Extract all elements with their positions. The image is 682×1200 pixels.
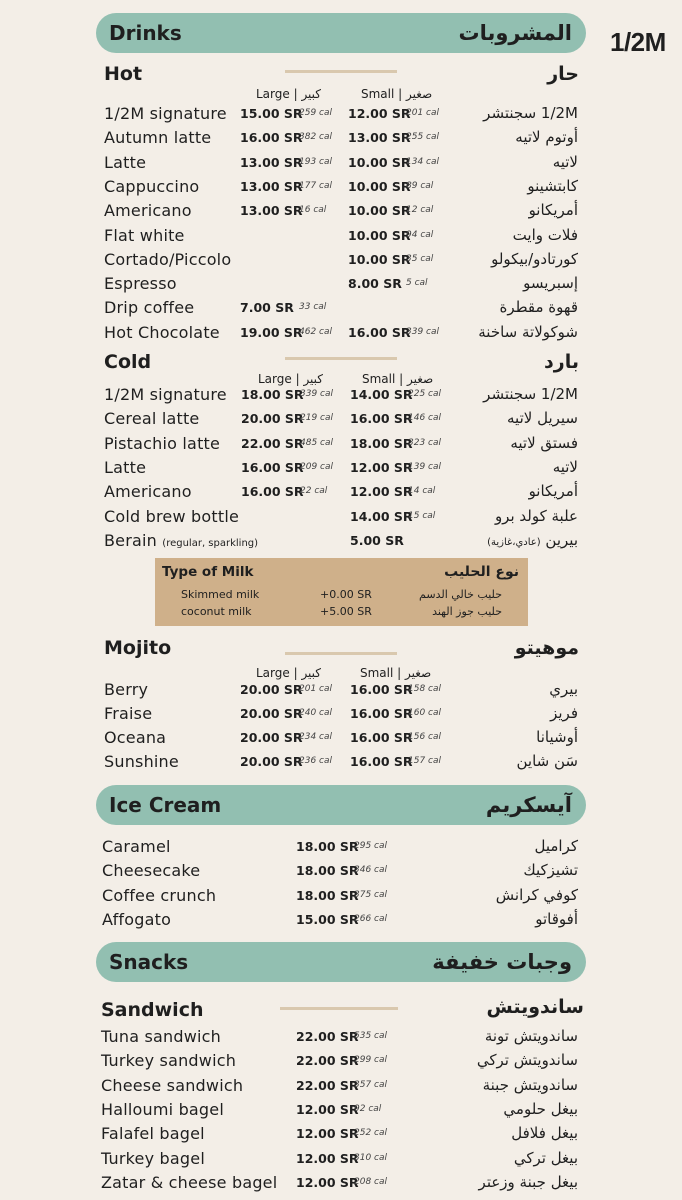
price: 18.00 SR [296, 839, 359, 854]
calories: 266 cal [354, 913, 388, 924]
calories-small: 323 cal [408, 437, 442, 448]
item-name-ar-text: فلات وايت [512, 225, 578, 244]
price-small: 10.00 SR [348, 227, 411, 243]
price-large: 22.00 SR [241, 435, 304, 451]
item-name-ar [527, 177, 578, 195]
price-large: 16.00 SR [241, 484, 304, 500]
menu-item-row [0, 153, 682, 177]
item-name-ar-text: كابتشينو [527, 176, 578, 195]
item-name-ar [529, 201, 578, 219]
calories-large: 236 cal [299, 756, 333, 766]
size-header-small: Small | صغير [360, 666, 432, 680]
menu-item-row [0, 1100, 682, 1124]
item-name-ar-text: 1/2M سجنتشر [483, 104, 578, 122]
item-name-ar: بيغل جبنة وزعتر [478, 1172, 578, 1191]
item-name-en: Falafel bagel [101, 1124, 205, 1144]
item-name-ar [483, 104, 578, 122]
price-small: 8.00 SR [348, 276, 402, 292]
menu-item-row [0, 1173, 682, 1197]
calories: 310 cal [354, 1152, 388, 1163]
item-name-text: 1/2M signature [104, 104, 227, 123]
calories-small: 255 cal [406, 132, 440, 143]
item-name-text: Berain [104, 530, 157, 550]
item-name-ar-text: شوكولاتة ساخنة [478, 322, 578, 341]
milk-option-price: +0.00 SR [320, 588, 372, 601]
item-name-text: Cereal latte [104, 409, 200, 429]
item-name-ar-text: علبة كولد برو [494, 506, 578, 525]
item-name-en [104, 250, 231, 269]
calories: 299 cal [354, 1055, 388, 1066]
item-name-ar [507, 409, 578, 427]
menu-item-row [0, 837, 682, 861]
calories-large: 234 cal [299, 732, 333, 742]
price-large: 13.00 SR [240, 178, 303, 194]
item-name-ar-text: بيري [549, 680, 578, 698]
calories-large: 485 cal [300, 437, 334, 448]
menu-item-row [0, 1124, 682, 1148]
size-header-small: Small | صغير [362, 372, 434, 386]
item-name-ar [495, 507, 578, 525]
section-banner-snacks [96, 942, 586, 982]
calories-small: 139 cal [408, 461, 442, 472]
item-note-ar: (عادي،غازية) [487, 536, 541, 548]
item-name-en [104, 728, 166, 747]
item-name-ar [553, 153, 578, 171]
item-name-ar-text: فستق لاتيه [510, 433, 578, 452]
calories-small: 35 cal [406, 253, 434, 264]
price: 22.00 SR [296, 1029, 359, 1044]
price: 12.00 SR [296, 1174, 359, 1190]
calories: 535 cal [354, 1031, 388, 1041]
item-name-text: Latte [104, 457, 147, 477]
calories-small: 12 cal [406, 205, 434, 216]
item-name-text: Americano [104, 482, 192, 502]
item-name-ar: بيغل تركي [513, 1148, 578, 1167]
item-name-en [104, 458, 146, 477]
item-name-ar-text: أمريكانو [528, 201, 578, 220]
price-small: 14.00 SR [350, 508, 413, 524]
size-header-large: Large | كبير [258, 372, 324, 386]
item-name-en [104, 752, 179, 771]
calories-large: 462 cal [299, 326, 333, 337]
menu-item-row [0, 226, 682, 250]
item-name-ar [491, 250, 578, 268]
subsection-hot-ar: حار [547, 63, 579, 85]
calories-small: 157 cal [408, 756, 442, 766]
item-name-text: Sunshine [104, 752, 179, 771]
item-name-en: Coffee crunch [102, 885, 217, 905]
item-name-text: Autumn latte [104, 128, 212, 148]
item-name-ar [478, 323, 578, 341]
milk-option-name-ar: حليب جوز الهند [432, 605, 502, 618]
menu-item-row [0, 274, 682, 298]
price-small: 16.00 SR [350, 411, 413, 427]
item-name-ar-text: لاتيه [552, 457, 578, 476]
calories-large: 240 cal [299, 708, 333, 718]
calories-small: 89 cal [406, 180, 434, 191]
item-name-ar [517, 752, 579, 770]
section-title-ar: المشروبات [458, 21, 572, 45]
milk-options-box [155, 558, 528, 626]
item-name-ar-text: قهوة مقطرة [499, 298, 578, 317]
menu-item-row [0, 704, 682, 728]
price-small: 16.00 SR [350, 754, 413, 769]
item-name-ar: ساندويتش جبنة [482, 1075, 578, 1094]
price-large: 20.00 SR [240, 754, 303, 769]
menu-item-row [0, 1027, 682, 1051]
price-small: 18.00 SR [350, 435, 413, 451]
item-name-text: Cortado/Piccolo [104, 249, 232, 269]
item-name-ar-text: إسبريسو [523, 274, 578, 293]
price-small: 10.00 SR [348, 251, 411, 267]
price-small: 13.00 SR [348, 130, 411, 146]
item-name-ar: تشيزكيك [523, 861, 578, 880]
item-name-ar [550, 704, 578, 722]
brand-logo: 1/2M [610, 27, 666, 57]
price-small: 16.00 SR [348, 324, 411, 340]
milk-option-name: Skimmed milk [181, 588, 260, 601]
item-name-ar [513, 226, 578, 244]
price-large: 20.00 SR [240, 682, 303, 697]
section-title-ar: آيسكريم [485, 793, 572, 817]
calories: 208 cal [354, 1176, 388, 1187]
calories-small: 160 cal [408, 708, 442, 718]
subsection-sandwich-ar: ساندويتش [486, 996, 584, 1018]
item-name-en [104, 274, 177, 293]
menu-item-row [0, 458, 682, 482]
price-large: 15.00 SR [240, 106, 303, 121]
item-name-ar [553, 458, 578, 476]
menu-item-row [0, 409, 682, 433]
subsection-mojito-en: Mojito [104, 637, 172, 659]
calories-small: 146 cal [408, 413, 442, 424]
item-name-text: Latte [104, 152, 147, 172]
item-name-en [104, 104, 227, 123]
menu-item-row [0, 201, 682, 225]
calories-large: 339 cal [300, 389, 334, 399]
item-name-ar-text: فريز [550, 704, 578, 722]
size-header-large: Large | كبير [256, 87, 322, 101]
size-header-large: Large | كبير [256, 666, 322, 680]
calories-small: 225 cal [408, 389, 442, 399]
item-name-ar-text: سَن شاين [516, 752, 578, 770]
item-name-en: Tuna sandwich [101, 1027, 222, 1046]
price-large: 20.00 SR [240, 730, 303, 745]
section-title-en: Snacks [109, 950, 189, 974]
item-name-ar [515, 128, 578, 146]
subsection-cold-ar: بارد [544, 351, 579, 373]
calories-small: 134 cal [406, 156, 440, 167]
menu-item-row [0, 250, 682, 274]
item-name-en [104, 177, 199, 196]
item-name-ar-text: كورتادو/بيكولو [491, 249, 578, 268]
item-name-en [104, 153, 146, 172]
menu-item-row [0, 1149, 682, 1173]
calories-small: 339 cal [406, 326, 440, 337]
size-header-small: Small | صغير [361, 87, 433, 101]
subsection-divider [280, 1007, 398, 1010]
item-name-ar [523, 274, 578, 292]
price-large: 18.00 SR [241, 387, 304, 402]
item-name-en: Turkey sandwich [101, 1051, 237, 1071]
calories-small: 5 cal [406, 278, 428, 289]
item-name-en [104, 680, 148, 699]
item-name-en: Cheese sandwich [101, 1075, 244, 1095]
item-name-en: Halloumi bagel [101, 1099, 224, 1119]
section-banner-ice-cream [96, 785, 586, 825]
price-small: 10.00 SR [348, 154, 411, 170]
calories: 375 cal [354, 889, 388, 900]
price: 12.00 SR [296, 1101, 359, 1117]
item-name-en: Caramel [102, 837, 171, 856]
price-large: 16.00 SR [240, 130, 303, 146]
item-name-en [104, 226, 185, 245]
price-large: 20.00 SR [240, 706, 303, 721]
section-banner-drinks [96, 13, 586, 53]
calories-small: 201 cal [406, 108, 440, 118]
item-name-en [104, 482, 192, 501]
calories: 346 cal [354, 865, 388, 876]
item-name-en [104, 323, 220, 342]
menu-item-row [0, 861, 682, 885]
item-name-ar-text: أمريكانو [528, 482, 578, 501]
item-name-en [104, 531, 258, 550]
price-large: 13.00 SR [240, 154, 303, 170]
calories-large: 16 cal [299, 205, 327, 216]
price: 12.00 SR [296, 1126, 359, 1142]
subsection-divider [285, 357, 397, 360]
item-name-ar: بيغل فلافل [511, 1124, 578, 1143]
subsection-hot-en: Hot [104, 63, 143, 85]
section-title-en: Ice Cream [109, 793, 222, 817]
menu-item-row [0, 482, 682, 506]
item-name-ar [549, 680, 578, 698]
item-name-text: Drip coffee [104, 298, 195, 318]
price: 22.00 SR [296, 1053, 359, 1069]
price-small: 16.00 SR [350, 682, 413, 697]
item-name-en: Turkey bagel [101, 1148, 205, 1168]
item-name-ar: ساندويتش تركي [476, 1051, 578, 1070]
menu-item-row [0, 104, 682, 128]
item-name-en [104, 409, 199, 428]
price: 15.00 SR [296, 911, 359, 927]
menu-item-row [0, 298, 682, 322]
calories-large: 193 cal [299, 156, 333, 167]
menu-item-row [0, 752, 682, 776]
calories-small: 156 cal [408, 732, 442, 742]
item-name-en [104, 298, 194, 317]
menu-item-row [0, 385, 682, 409]
calories: 92 cal [354, 1103, 382, 1114]
item-name-en: Zatar & cheese bagel [101, 1172, 278, 1192]
subsection-divider [285, 70, 397, 73]
menu-item-row [0, 886, 682, 910]
calories: 295 cal [354, 841, 388, 851]
calories-small: 15 cal [408, 510, 436, 521]
calories-large: 177 cal [299, 180, 333, 191]
item-name-ar [510, 434, 578, 452]
menu-item-row [0, 1076, 682, 1100]
item-name-en: Cheesecake [102, 861, 201, 881]
item-name-ar: كوفي كرانش [495, 885, 578, 904]
price-small: 16.00 SR [350, 706, 413, 721]
item-name-ar [499, 298, 578, 316]
price-small: 16.00 SR [350, 730, 413, 745]
price-small: 12.00 SR [348, 106, 411, 121]
calories: 252 cal [354, 1128, 388, 1139]
section-title-ar: وجبات خفيفة [432, 950, 572, 974]
calories-small: 158 cal [408, 684, 442, 694]
item-name-text: Berry [104, 680, 149, 699]
menu-item-row [0, 1051, 682, 1075]
menu-item-row [0, 323, 682, 347]
price-large: 13.00 SR [240, 203, 303, 219]
item-name-ar-text: أوتوم لاتيه [515, 128, 578, 147]
item-name-en [104, 507, 239, 526]
item-name-text: Fraise [104, 704, 153, 723]
calories: 357 cal [354, 1079, 388, 1090]
subsection-cold-en: Cold [104, 351, 152, 373]
price-large: 16.00 SR [241, 459, 304, 475]
milk-title-en: Type of Milk [162, 564, 254, 580]
item-name-en [104, 201, 192, 220]
calories-small: 14 cal [408, 486, 436, 497]
calories-large: 33 cal [299, 302, 327, 313]
item-name-text: 1/2M signature [104, 385, 227, 404]
milk-option-name-ar: حليب خالي الدسم [419, 588, 502, 601]
calories-large: 201 cal [299, 684, 333, 694]
subsection-divider [285, 652, 397, 655]
calories-large: 219 cal [300, 413, 334, 424]
section-title-en: Drinks [109, 21, 182, 45]
item-name-ar-text: سيريل لاتيه [507, 409, 578, 428]
menu-item-row [0, 177, 682, 201]
item-name-text: Espresso [104, 274, 177, 294]
item-name-en [104, 128, 211, 147]
item-name-en [104, 434, 220, 453]
menu-item-row [0, 680, 682, 704]
calories-large: 259 cal [299, 108, 333, 118]
price-large: 20.00 SR [241, 411, 304, 427]
price-small: 10.00 SR [348, 178, 411, 194]
milk-option-price: +5.00 SR [320, 605, 372, 618]
item-name-text: Americano [104, 201, 192, 221]
item-name-ar-text: لاتيه [552, 152, 578, 171]
price: 12.00 SR [296, 1150, 359, 1166]
calories-small: 94 cal [406, 229, 434, 240]
item-name-text: Pistachio latte [104, 433, 221, 453]
item-name-ar: ساندويتش تونة [484, 1027, 578, 1045]
price-large: 19.00 SR [240, 324, 303, 340]
item-name-ar-text: 1/2M سجنتشر [483, 385, 578, 403]
calories-large: 382 cal [299, 132, 333, 143]
item-name-ar-text: بيرين [545, 530, 578, 549]
menu-item-row [0, 434, 682, 458]
item-name-ar: أفوقاتو [535, 909, 578, 928]
calories-large: 22 cal [300, 486, 328, 497]
item-name-text: Cold brew bottle [104, 506, 240, 526]
menu-item-row [0, 507, 682, 531]
price: 18.00 SR [296, 863, 359, 879]
item-name-text: Cappuccino [104, 176, 200, 196]
item-name-ar [487, 531, 578, 549]
subsection-sandwich-en: Sandwich [101, 999, 204, 1021]
milk-option-name: coconut milk [181, 605, 252, 618]
item-name-text: Oceana [104, 728, 167, 747]
item-name-ar: كراميل [534, 837, 578, 855]
calories-large: 209 cal [300, 461, 334, 472]
menu-item-row [0, 531, 682, 555]
item-note: (regular, sparkling) [162, 537, 259, 549]
item-name-ar [536, 728, 578, 746]
item-name-ar: بيغل حلومي [503, 1099, 578, 1118]
item-name-en [104, 704, 152, 723]
price-small: 12.00 SR [350, 484, 413, 500]
milk-title-ar: نوع الحليب [444, 564, 519, 580]
price-small: 5.00 SR [350, 532, 404, 548]
item-name-text: Flat white [104, 225, 185, 245]
menu-item-row [0, 910, 682, 934]
menu-item-row [0, 128, 682, 152]
item-name-ar [529, 482, 578, 500]
price: 18.00 SR [296, 887, 359, 903]
item-name-ar [483, 385, 578, 403]
price: 22.00 SR [296, 1077, 359, 1093]
item-name-ar-text: أوشيانا [536, 728, 578, 746]
item-name-en: Affogato [102, 909, 172, 929]
price-large: 7.00 SR [240, 300, 294, 316]
price-small: 12.00 SR [350, 459, 413, 475]
subsection-mojito-ar: موهيتو [514, 637, 579, 659]
item-name-text: Hot Chocolate [104, 322, 220, 342]
menu-item-row [0, 728, 682, 752]
price-small: 10.00 SR [348, 203, 411, 219]
price-small: 14.00 SR [350, 387, 413, 402]
item-name-en [104, 385, 227, 404]
